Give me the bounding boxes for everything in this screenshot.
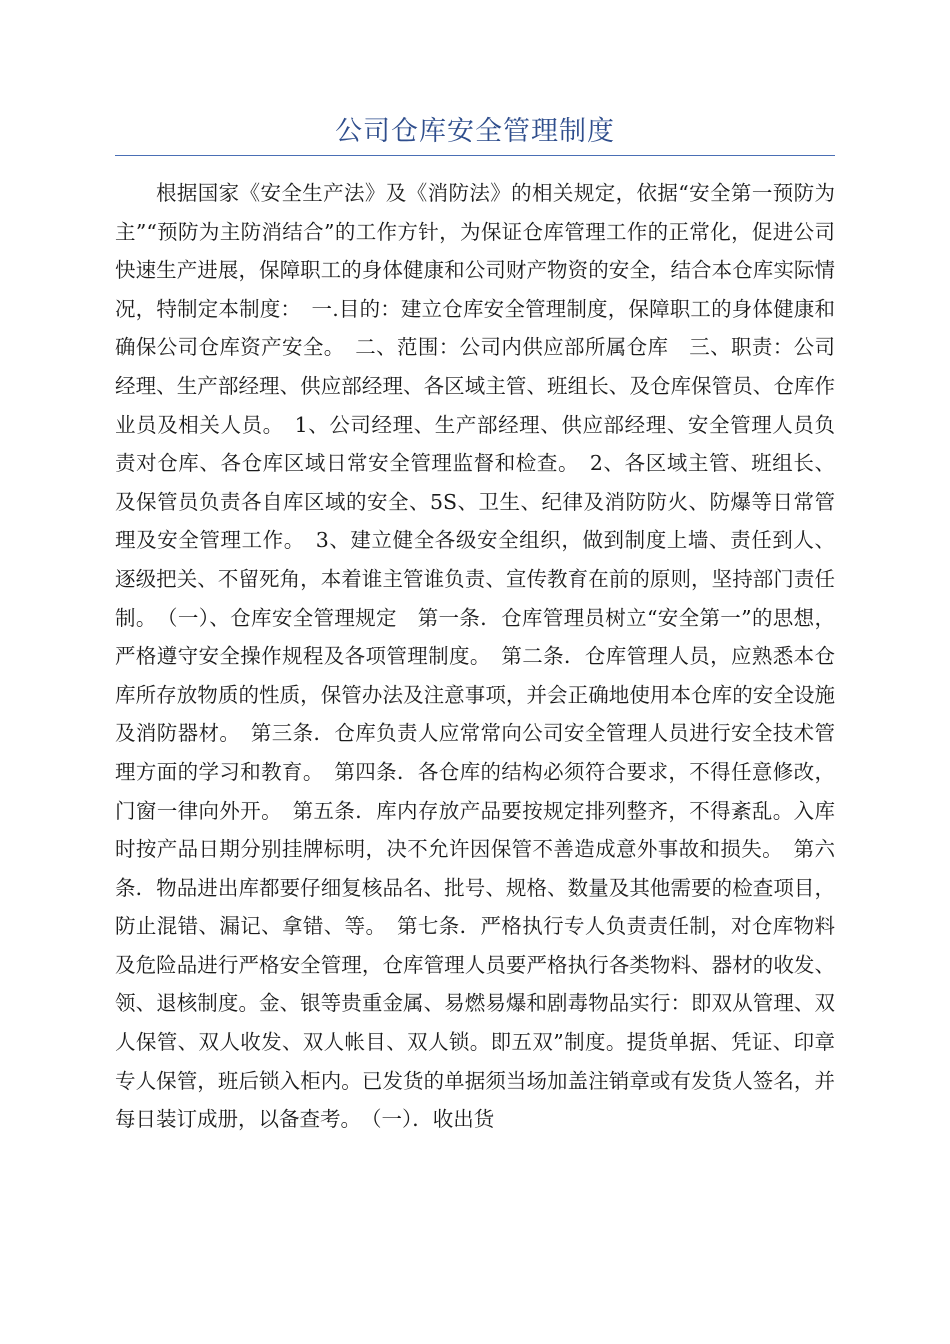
title-underline <box>115 155 835 156</box>
document-body-paragraph: 根据国家《安全生产法》及《消防法》的相关规定，依据“安全第一预防为主”“预防为主防消结合”的工作方针，为保证仓库管理工作的正常化，促进公司快速生产进展，保障职工的身体健康和公司财产物资的安全，结合本仓库实际情况，特制定本制度： 一.目的：建立仓库安全管理制度，保障职工的身体健康和确保公司仓库资产安全。 二、范围：公司内供应部所属仓库 三、职责：公司经理、生产部经理、供应部经理、各区域主管、班组长、及仓库保管员、仓库作业员及相关人员。 1、公司经理、生产部经理、供应部经理、安全管理人员负责对仓库、各仓库区域日常安全管理监督和检查。 2、各区域主管、班组长、及保管员负责各自库区域的安全、5S、卫生、纪律及消防防火、防爆等日常管理及安全管理工作。 3、建立健全各级安全组织，做到制度上墙、责任到人、逐级把关、不留死角，本着谁主管谁负责、宣传教育在前的原则，坚持部门责任制。 （一）、仓库安全管理规定 第一条．仓库管理员树立“安全第一”的思想，严格遵守安全操作规程及各项管理制度。 第二条．仓库管理人员，应熟悉本仓库所存放物质的性质，保管办法及注意事项，并会正确地使用本仓库的安全设施及消防器材。 第三条．仓库负责人应常常向公司安全管理人员进行安全技术管理方面的学习和教育。 第四条．各仓库的结构必须符合要求，不得任意修改，门窗一律向外开。 第五条．库内存放产品要按规定排列整齐，不得紊乱。入库时按产品日期分别挂牌标明，决不允许因保管不善造成意外事故和损失。 第六条．物品进出库都要仔细复核品名、批号、规格、数量及其他需要的检查项目，防止混错、漏记、拿错、等。 第七条．严格执行专人负责责任制，对仓库物料及危险品进行严格安全管理，仓库管理人员要严格执行各类物料、器材的收发、领、退核制度。金、银等贵重金属、易燃易爆和剧毒物品实行：即双从管理、双人保管、双人收发、双人帐目、双人锁。即五双”制度。提货单据、凭证、印章专人保管，班后锁入柜内。已发货的单据须当场加盖注销章或有发货人签名，并每日装订成册，以备查考。 （一）．收出货 <box>115 181 835 1132</box>
document-title: 公司仓库安全管理制度 <box>335 116 615 147</box>
